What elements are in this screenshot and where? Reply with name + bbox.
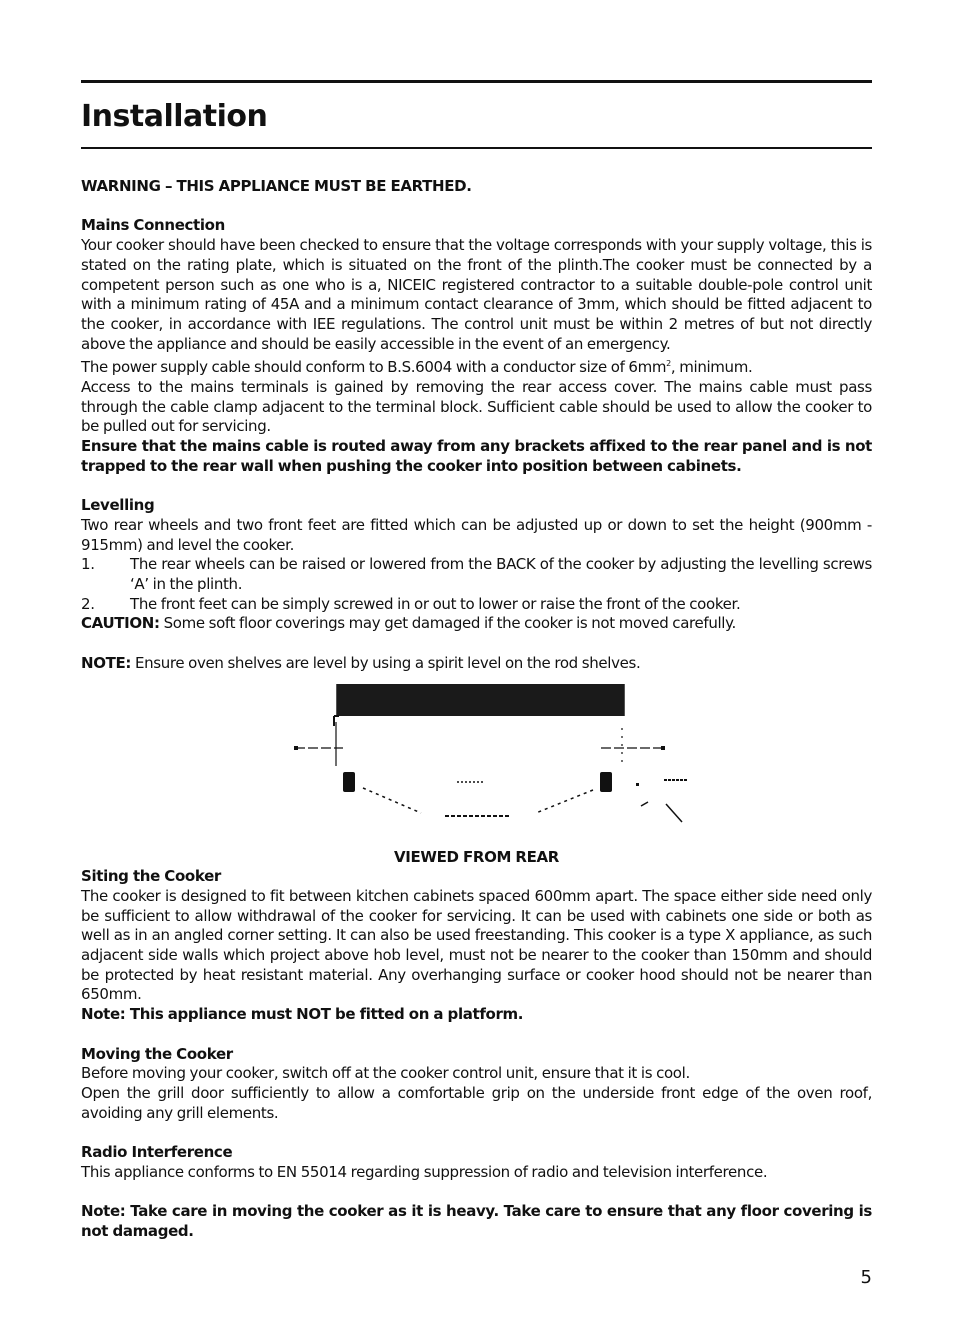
moving-paragraph-1: Before moving your cooker, switch off at the cooker control unit, ensure that it is cool. [81, 1064, 690, 1083]
note-text: Ensure oven shelves are level by using a spirit level on the rod shelves. [131, 653, 641, 672]
cooker-top-bar [337, 684, 624, 716]
siting-heading: Siting the Cooker [81, 867, 221, 886]
levelling-item-1 [81, 555, 872, 594]
figure-caption: VIEWED FROM REAR [394, 847, 559, 866]
mains-paragraph-1: Your cooker should have been checked to ensure that the voltage corresponds with your supply voltage, this is stated on the rating plate, which is situated on the front of the plinth.The cooker must be connected by a competent person such as one who is a, NICEIC registered contractor to a suitable double-pole control unit with a minimum rating of 45A and a minimum contact clearance of 3mm, which should be fitted adjacent to the cooker, in accordance with IEE regulations. The control unit must be within 2 metres of but not directly above the appliance and should be easily accessible in the event of an emergency. [81, 236, 872, 353]
page [81, 80, 872, 1242]
right-wheel [600, 772, 612, 792]
warning-text: WARNING – THIS APPLIANCE MUST BE EARTHED. [81, 177, 472, 195]
page-title: Installation [81, 99, 268, 134]
page-number: 5 [860, 1267, 872, 1288]
item-number: 2. [81, 594, 95, 613]
siting-paragraph: The cooker is designed to fit between kitchen cabinets spaced 600mm apart. The space either side need only be sufficient to allow withdrawal of the cooker for servicing. It can be used with cabinets one side or both as well as in an angled corner setting. It can also be used freestanding. This cooker is a type X appliance, as such adjacent side walls which project above hob level, must not be nearer to the cooker than 150mm and should be protected by heat resistant material. Any overhanging surface or cooker hood should not be nearer than 650mm. [81, 886, 872, 1004]
item-text: The rear wheels can be raised or lowered from the BACK of the cooker by adjusting the levelling screws ‘A’ in the plinth. [130, 555, 872, 594]
siting-note: Note: This appliance must NOT be fitted on a platform. [81, 1005, 524, 1024]
moving-paragraph-2: Open the grill door sufficiently to allow a comfortable grip on the underside front edge of the oven roof, avoiding any grill elements. [81, 1083, 872, 1122]
mains-warning: Ensure that the mains cable is routed away from any brackets affixed to the rear panel and is not trapped to the rear wall when pushing the cooker into position between cabinets. [81, 437, 872, 475]
left-wheel [343, 772, 355, 792]
rear-view-diagram [81, 678, 872, 848]
caution-label: CAUTION: [81, 614, 160, 633]
caution-text: Some soft floor coverings may get damaged if the cooker is not moved carefully. [159, 614, 736, 633]
mains-paragraph-2 [81, 354, 872, 378]
radio-heading: Radio Interference [81, 1143, 233, 1162]
note-label: NOTE: [81, 653, 132, 672]
note-line [81, 654, 872, 674]
superscript: 2 [666, 359, 671, 369]
content [81, 177, 872, 1242]
radio-paragraph: This appliance conforms to EN 55014 regarding suppression of radio and television interference. [81, 1162, 768, 1181]
title-rule [81, 147, 872, 149]
rear-view-illustration [81, 678, 872, 848]
final-note: Note: Take care in moving the cooker as it is heavy. Take care to ensure that any floor covering is not damaged. [81, 1202, 872, 1240]
mains-paragraph-3: Access to the mains terminals is gained by removing the rear access cover. The mains cable must pass through the cable clamp adjacent to the terminal block. Sufficient cable should be used to allow the cooker to be pulled out for servicing. [81, 378, 872, 436]
caution-line [81, 614, 872, 634]
mains-p2-tail: , minimum. [670, 358, 753, 377]
levelling-intro: Two rear wheels and two front feet are fitted which can be adjusted up or down to set the height (900mm - 915mm) and level the cooker. [81, 515, 872, 554]
levelling-item-2 [81, 595, 872, 615]
mains-heading: Mains Connection [81, 216, 225, 235]
item-text: The front feet can be simply screwed in or out to lower or raise the front of the cooker. [130, 594, 741, 613]
mains-p2-text: The power supply cable should conform to B.S.6004 with a conductor size of 6mm [81, 358, 667, 377]
top-rule [81, 80, 872, 83]
levelling-heading: Levelling [81, 496, 155, 515]
item-number: 1. [81, 555, 95, 574]
moving-heading: Moving the Cooker [81, 1044, 233, 1063]
